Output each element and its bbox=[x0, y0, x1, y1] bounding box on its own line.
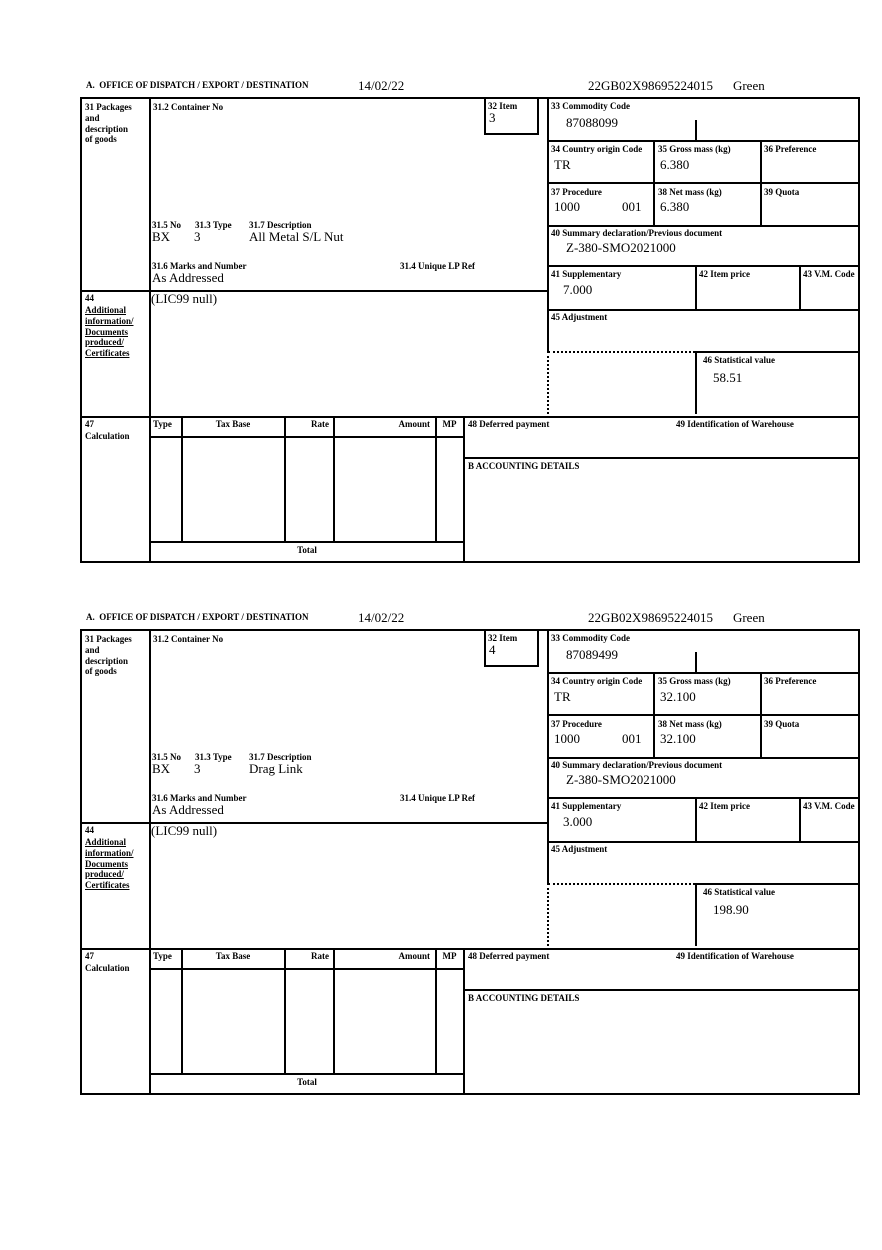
divider bbox=[149, 968, 465, 970]
divider bbox=[82, 948, 858, 950]
box31-label-line: description bbox=[85, 123, 129, 134]
summary-declaration-label: 40 Summary declaration/Previous document bbox=[551, 760, 723, 770]
box44-label-line: Additional bbox=[85, 837, 127, 847]
marks-number: As Addressed bbox=[152, 270, 224, 285]
calc-taxbase-header: Tax Base bbox=[215, 419, 251, 429]
warehouse-id-label: 49 Identification of Warehouse bbox=[676, 419, 794, 429]
statistical-value-label: 46 Statistical value bbox=[703, 887, 775, 897]
previous-document: Z-380-SMO2021000 bbox=[566, 240, 676, 255]
divider bbox=[695, 265, 697, 309]
divider bbox=[149, 436, 465, 438]
divider bbox=[547, 841, 858, 843]
commodity-code: 87089499 bbox=[566, 647, 618, 662]
box44-label-line: produced/ bbox=[85, 869, 124, 880]
dotted-divider bbox=[547, 351, 549, 414]
divider bbox=[547, 797, 858, 799]
summary-declaration-label: 40 Summary declaration/Previous document bbox=[551, 228, 723, 238]
dotted-divider bbox=[548, 883, 695, 885]
item-label: 32 Item bbox=[488, 101, 518, 111]
gross-mass: 6.380 bbox=[660, 157, 690, 172]
declaration-date: 14/02/22 bbox=[358, 78, 405, 93]
box44-label-line: produced/ bbox=[85, 337, 124, 348]
sad-continuation-form-item-4 bbox=[80, 629, 860, 1095]
reference-number: 22GB02X98695224015 bbox=[588, 610, 713, 625]
item-label: 32 Item bbox=[488, 633, 518, 643]
vm-code-label: 43 V.M. Code bbox=[803, 801, 855, 811]
adjustment-label: 45 Adjustment bbox=[551, 312, 608, 322]
divider bbox=[547, 265, 858, 267]
item-price-label: 42 Item price bbox=[699, 801, 750, 811]
box31-label bbox=[85, 102, 147, 145]
routing-status: Green bbox=[732, 610, 765, 625]
box44-label-line: Certificates bbox=[85, 880, 130, 891]
gross-mass-label: 35 Gross mass (kg) bbox=[658, 676, 731, 686]
quota-label: 39 Quota bbox=[764, 719, 800, 729]
divider bbox=[181, 948, 183, 1073]
statistical-value: 198.90 bbox=[713, 902, 749, 917]
calc-amount-header: Amount bbox=[398, 951, 430, 961]
gross-mass-label: 35 Gross mass (kg) bbox=[658, 144, 731, 154]
item-price-label: 42 Item price bbox=[699, 269, 750, 279]
calc-rate-header: Rate bbox=[311, 951, 329, 961]
calc-amount-header: Amount bbox=[398, 419, 430, 429]
net-mass: 32.100 bbox=[660, 731, 696, 746]
total-label: Total bbox=[297, 545, 317, 555]
gross-mass: 32.100 bbox=[660, 689, 696, 704]
packages-type-label: 31.3 Type bbox=[195, 752, 232, 762]
box31-label-line: and bbox=[85, 112, 100, 123]
box44-number: 44 bbox=[85, 825, 94, 835]
divider bbox=[760, 672, 762, 757]
accounting-details-label: B ACCOUNTING DETAILS bbox=[468, 993, 580, 1003]
divider bbox=[149, 631, 151, 1093]
box44-label-line: Additional bbox=[85, 305, 127, 315]
preference-label: 36 Preference bbox=[764, 676, 817, 686]
reference-number: 22GB02X98695224015 bbox=[588, 78, 713, 93]
additional-information: (LIC99 null) bbox=[151, 291, 218, 306]
declaration-reference bbox=[588, 78, 765, 94]
unique-lp-ref-label: 31.4 Unique LP Ref bbox=[400, 793, 476, 803]
commodity-code: 87088099 bbox=[566, 115, 618, 130]
description-label: 31.7 Description bbox=[249, 220, 312, 230]
supplementary-units: 7.000 bbox=[563, 282, 593, 297]
calc-type-header: Type bbox=[153, 419, 172, 429]
procedure-code-ext: 001 bbox=[622, 199, 642, 214]
country-origin-label: 34 Country origin Code bbox=[551, 144, 643, 154]
calc-mp-header: MP bbox=[442, 419, 457, 429]
goods-description: All Metal S/L Nut bbox=[249, 229, 344, 244]
divider bbox=[463, 457, 858, 459]
procedure-code-ext: 001 bbox=[622, 731, 642, 746]
adjustment-label: 45 Adjustment bbox=[551, 844, 608, 854]
unique-lp-ref-label: 31.4 Unique LP Ref bbox=[400, 261, 476, 271]
divider bbox=[547, 182, 858, 184]
statistical-value-label: 46 Statistical value bbox=[703, 355, 775, 365]
statistical-value: 58.51 bbox=[713, 370, 743, 385]
divider bbox=[149, 541, 465, 543]
dotted-divider bbox=[548, 351, 695, 353]
procedure-code: 1000 bbox=[554, 731, 580, 746]
box44-label-line: information/ bbox=[85, 315, 134, 326]
divider bbox=[435, 416, 437, 541]
divider bbox=[799, 265, 801, 309]
item-number: 3 bbox=[489, 110, 496, 125]
vm-code-label: 43 V.M. Code bbox=[803, 269, 855, 279]
divider bbox=[547, 140, 858, 142]
description-label: 31.7 Description bbox=[249, 752, 312, 762]
marks-number-label: 31.6 Marks and Number bbox=[152, 793, 247, 803]
box31-label bbox=[85, 634, 147, 677]
accounting-details-label: B ACCOUNTING DETAILS bbox=[468, 461, 580, 471]
divider bbox=[547, 672, 858, 674]
commodity-code-separator bbox=[695, 652, 697, 672]
box31-label-line: 31 Packages bbox=[85, 102, 132, 112]
box47-number: 47 bbox=[85, 951, 94, 961]
calc-type-header: Type bbox=[153, 951, 172, 961]
country-origin-code: TR bbox=[554, 157, 571, 172]
deferred-payment-label: 48 Deferred payment bbox=[468, 419, 550, 429]
divider bbox=[547, 225, 858, 227]
procedure-code: 1000 bbox=[554, 199, 580, 214]
total-label: Total bbox=[297, 1077, 317, 1087]
container-no-label: 31.2 Container No bbox=[153, 634, 224, 644]
declaration-reference bbox=[588, 610, 765, 626]
marks-number: As Addressed bbox=[152, 802, 224, 817]
packages-no: BX bbox=[152, 229, 171, 244]
divider bbox=[284, 948, 286, 1073]
box31-label-line: of goods bbox=[85, 134, 117, 145]
calculation-label: Calculation bbox=[85, 431, 130, 441]
divider bbox=[695, 797, 697, 841]
dotted-divider bbox=[547, 883, 549, 946]
packages-no-label: 31.5 No bbox=[152, 752, 181, 762]
procedure-label: 37 Procedure bbox=[551, 187, 602, 197]
warehouse-id-label: 49 Identification of Warehouse bbox=[676, 951, 794, 961]
commodity-code-separator bbox=[695, 120, 697, 140]
divider bbox=[82, 416, 858, 418]
container-no-label: 31.2 Container No bbox=[153, 102, 224, 112]
divider bbox=[547, 714, 858, 716]
packages-no-label: 31.5 No bbox=[152, 220, 181, 230]
quota-label: 39 Quota bbox=[764, 187, 800, 197]
net-mass-label: 38 Net mass (kg) bbox=[658, 187, 722, 197]
box31-label-line: of goods bbox=[85, 666, 117, 677]
net-mass: 6.380 bbox=[660, 199, 690, 214]
commodity-code-label: 33 Commodity Code bbox=[551, 633, 630, 643]
box31-label-line: description bbox=[85, 655, 129, 666]
supplementary-label: 41 Supplementary bbox=[551, 269, 622, 279]
divider bbox=[333, 948, 335, 1073]
packages-type-label: 31.3 Type bbox=[195, 220, 232, 230]
divider bbox=[333, 416, 335, 541]
sad-continuation-form-item-3 bbox=[80, 97, 860, 563]
calc-rate-header: Rate bbox=[311, 419, 329, 429]
country-origin-label: 34 Country origin Code bbox=[551, 676, 643, 686]
commodity-code-label: 33 Commodity Code bbox=[551, 101, 630, 111]
calculation-label: Calculation bbox=[85, 963, 130, 973]
supplementary-label: 41 Supplementary bbox=[551, 801, 622, 811]
divider bbox=[149, 1073, 465, 1075]
procedure-label: 37 Procedure bbox=[551, 719, 602, 729]
divider bbox=[547, 309, 858, 311]
box47-number: 47 bbox=[85, 419, 94, 429]
box44-label bbox=[85, 837, 147, 891]
box44-label-line: information/ bbox=[85, 847, 134, 858]
divider bbox=[653, 140, 655, 225]
divider bbox=[181, 416, 183, 541]
declaration-date: 14/02/22 bbox=[358, 610, 405, 625]
calc-taxbase-header: Tax Base bbox=[215, 951, 251, 961]
deferred-payment-label: 48 Deferred payment bbox=[468, 951, 550, 961]
divider bbox=[760, 140, 762, 225]
packages-type: 3 bbox=[194, 761, 201, 776]
routing-status: Green bbox=[732, 78, 765, 93]
box44-label-line: Documents bbox=[85, 858, 128, 869]
divider bbox=[547, 757, 858, 759]
divider bbox=[284, 416, 286, 541]
net-mass-label: 38 Net mass (kg) bbox=[658, 719, 722, 729]
calc-mp-header: MP bbox=[442, 951, 457, 961]
box31-label-line: and bbox=[85, 644, 100, 655]
box44-number: 44 bbox=[85, 293, 94, 303]
divider bbox=[435, 948, 437, 1073]
packages-type: 3 bbox=[194, 229, 201, 244]
goods-description: Drag Link bbox=[249, 761, 303, 776]
office-of-dispatch-title: A. OFFICE OF DISPATCH / EXPORT / DESTINATION bbox=[86, 80, 309, 90]
divider bbox=[149, 99, 151, 561]
item-number: 4 bbox=[489, 642, 496, 657]
country-origin-code: TR bbox=[554, 689, 571, 704]
marks-number-label: 31.6 Marks and Number bbox=[152, 261, 247, 271]
previous-document: Z-380-SMO2021000 bbox=[566, 772, 676, 787]
supplementary-units: 3.000 bbox=[563, 814, 593, 829]
box44-label-line: Documents bbox=[85, 326, 128, 337]
additional-information: (LIC99 null) bbox=[151, 823, 218, 838]
divider bbox=[799, 797, 801, 841]
office-of-dispatch-title: A. OFFICE OF DISPATCH / EXPORT / DESTINATION bbox=[86, 612, 309, 622]
divider bbox=[463, 989, 858, 991]
box31-label-line: 31 Packages bbox=[85, 634, 132, 644]
packages-no: BX bbox=[152, 761, 171, 776]
box44-label-line: Certificates bbox=[85, 348, 130, 359]
box44-label bbox=[85, 305, 147, 359]
preference-label: 36 Preference bbox=[764, 144, 817, 154]
divider bbox=[653, 672, 655, 757]
